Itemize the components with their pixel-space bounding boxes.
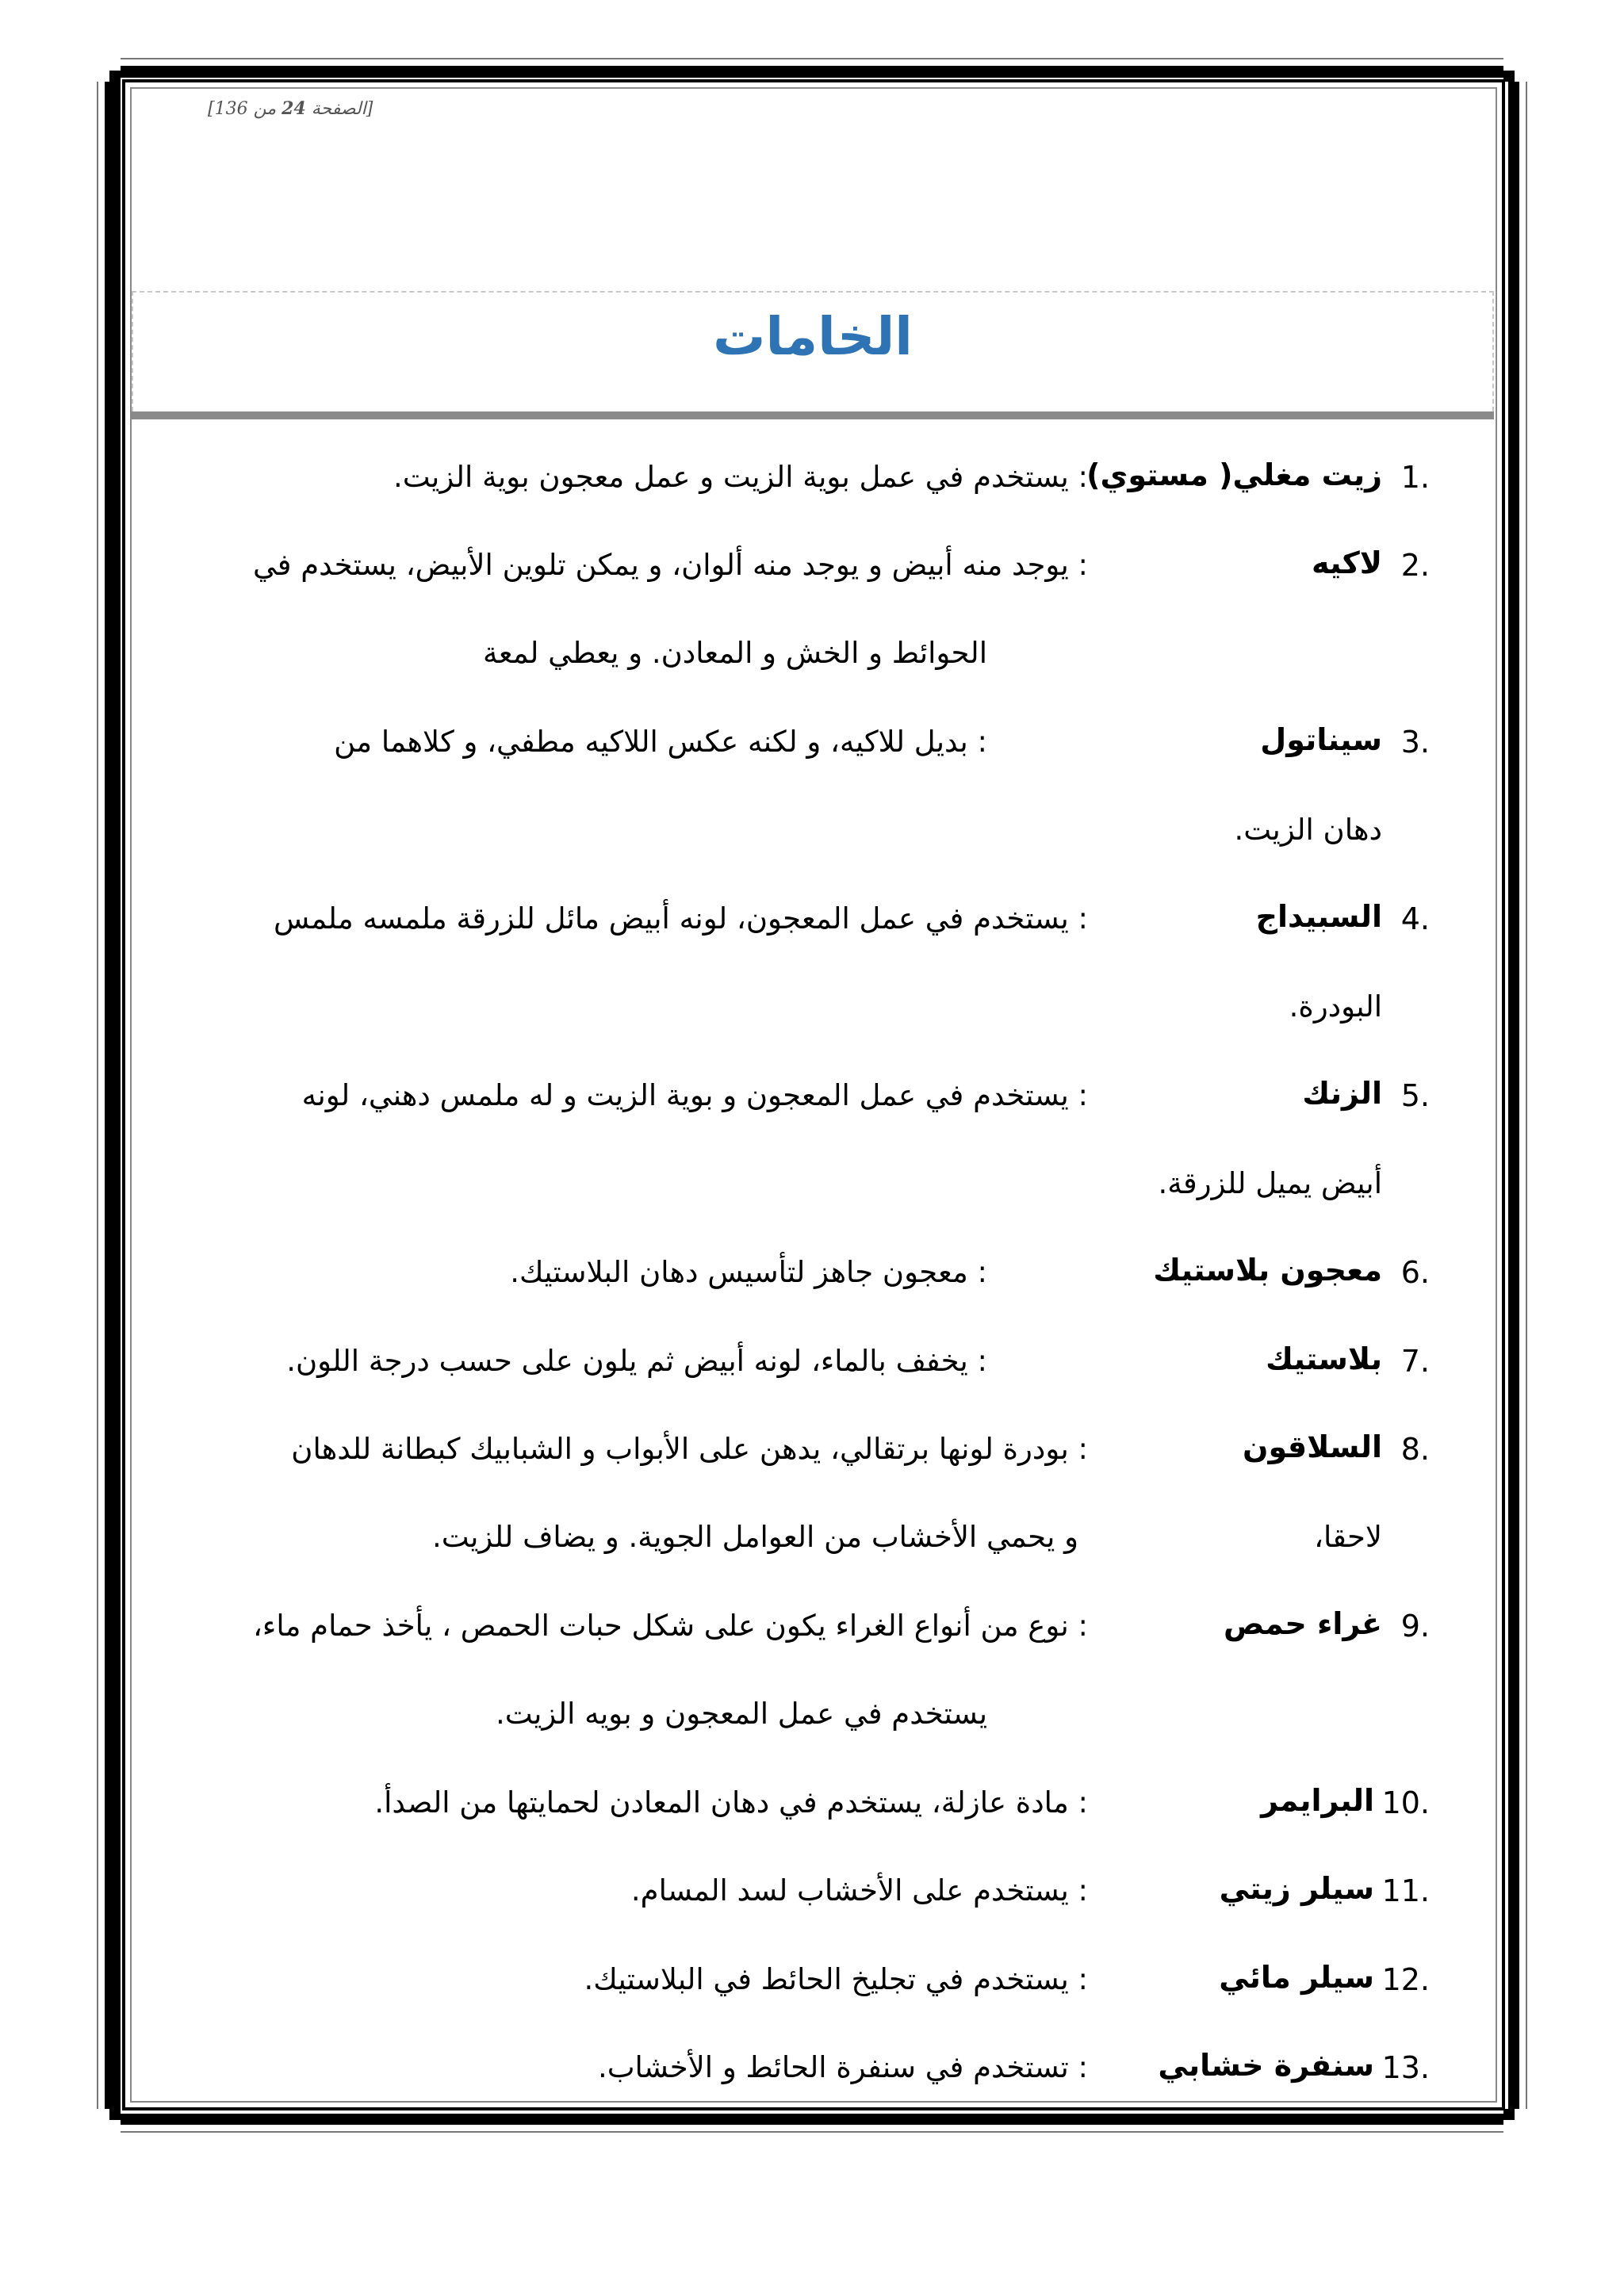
item-description-continued: و يحمي الأخشاب من العوامل الجوية. و يضاف للزيت. bbox=[431, 1520, 1078, 1554]
page-number-middle: من bbox=[253, 99, 277, 119]
item-description: : بودرة لونها برتقالي، يدهن على الأبواب و الشبابيك كبطانة للدهان bbox=[291, 1432, 1088, 1466]
item-number: 10. bbox=[1381, 1785, 1430, 1820]
item-description: : يستخدم في عمل المعجون، لونه أبيض مائل للزرقة ملمسه ملمس bbox=[274, 901, 1088, 936]
item-number: 4. bbox=[1400, 901, 1430, 936]
item-term: معجون بلاستيك bbox=[1153, 1253, 1382, 1288]
item-description-continued: يستخدم في عمل المعجون و بويه الزيت. bbox=[495, 1697, 987, 1731]
item-number: 12. bbox=[1381, 1962, 1430, 1997]
item-description: : معجون جاهز لتأسيس دهان البلاستيك. bbox=[510, 1255, 987, 1289]
item-term: الزنك bbox=[1302, 1076, 1382, 1111]
item-term: بلاستيك bbox=[1266, 1341, 1382, 1376]
item-number: 5. bbox=[1400, 1078, 1430, 1113]
item-number: 9. bbox=[1400, 1609, 1430, 1644]
item-term: سنفرة خشابي bbox=[1158, 2048, 1374, 2083]
item-term: السبيداج bbox=[1255, 899, 1382, 934]
item-term: سيناتول bbox=[1260, 722, 1382, 757]
item-description: : يستخدم في عمل بوية الزيت و عمل معجون بوية الزيت. bbox=[393, 460, 1088, 494]
item-number: 7. bbox=[1400, 1344, 1430, 1379]
page-title: الخامات bbox=[713, 306, 913, 367]
item-term: لاكيه bbox=[1312, 545, 1382, 580]
item-description-continued: أبيض يميل للزرقة. bbox=[1158, 1166, 1382, 1200]
item-description: : يستخدم في تجليخ الحائط في البلاستيك. bbox=[584, 1962, 1088, 1996]
page-number-prefix: [الصفحة bbox=[311, 99, 373, 119]
item-term: غراء حمص bbox=[1224, 1606, 1382, 1641]
item-number: 2. bbox=[1400, 548, 1430, 583]
item-number: 3. bbox=[1400, 725, 1430, 760]
item-description: : تستخدم في سنفرة الحائط و الأخشاب. bbox=[597, 2050, 1088, 2084]
item-number: 6. bbox=[1400, 1255, 1430, 1290]
item-description-continued: لاحقا، bbox=[1314, 1520, 1382, 1554]
item-term: البرايمر bbox=[1261, 1783, 1374, 1818]
item-description: : نوع من أنواع الغراء يكون على شكل حبات الحمص ، يأخذ حمام ماء، bbox=[252, 1609, 1088, 1643]
page-number-current: 24 bbox=[282, 98, 306, 119]
item-description: : بديل للاكيه، و لكنه عكس اللاكيه مطفي، و كلاهما من bbox=[334, 725, 987, 759]
item-number: 11. bbox=[1381, 1873, 1430, 1908]
item-term: زيت مغلي( مستوي) bbox=[1086, 457, 1382, 492]
item-description: : يستخدم في عمل المعجون و بوية الزيت و له ملمس دهني، لونه bbox=[301, 1078, 1088, 1112]
item-description-continued: الحوائط و الخش و المعادن. و يعطي لمعة bbox=[483, 636, 987, 670]
page-number-total: 136] bbox=[208, 99, 248, 119]
item-description: : يخفف بالماء، لونه أبيض ثم يلون على حسب درجة اللون. bbox=[286, 1344, 987, 1378]
item-description: : يستخدم على الأخشاب لسد المسام. bbox=[630, 1873, 1088, 1908]
item-description-continued: دهان الزيت. bbox=[1234, 813, 1382, 847]
item-number: 1. bbox=[1400, 460, 1430, 495]
item-description: : يوجد منه أبيض و يوجد منه ألوان، و يمكن تلوين الأبيض، يستخدم في bbox=[252, 548, 1088, 582]
item-description: : مادة عازلة، يستخدم في دهان المعادن لحمايتها من الصدأ. bbox=[374, 1785, 1088, 1820]
item-description-continued: البودرة. bbox=[1289, 989, 1382, 1024]
item-term: سيلر زيتي bbox=[1219, 1871, 1374, 1906]
item-number: 13. bbox=[1381, 2050, 1430, 2085]
item-term: سيلر مائي bbox=[1219, 1960, 1374, 1995]
item-number: 8. bbox=[1400, 1432, 1430, 1467]
item-term: السلاقون bbox=[1243, 1429, 1382, 1464]
